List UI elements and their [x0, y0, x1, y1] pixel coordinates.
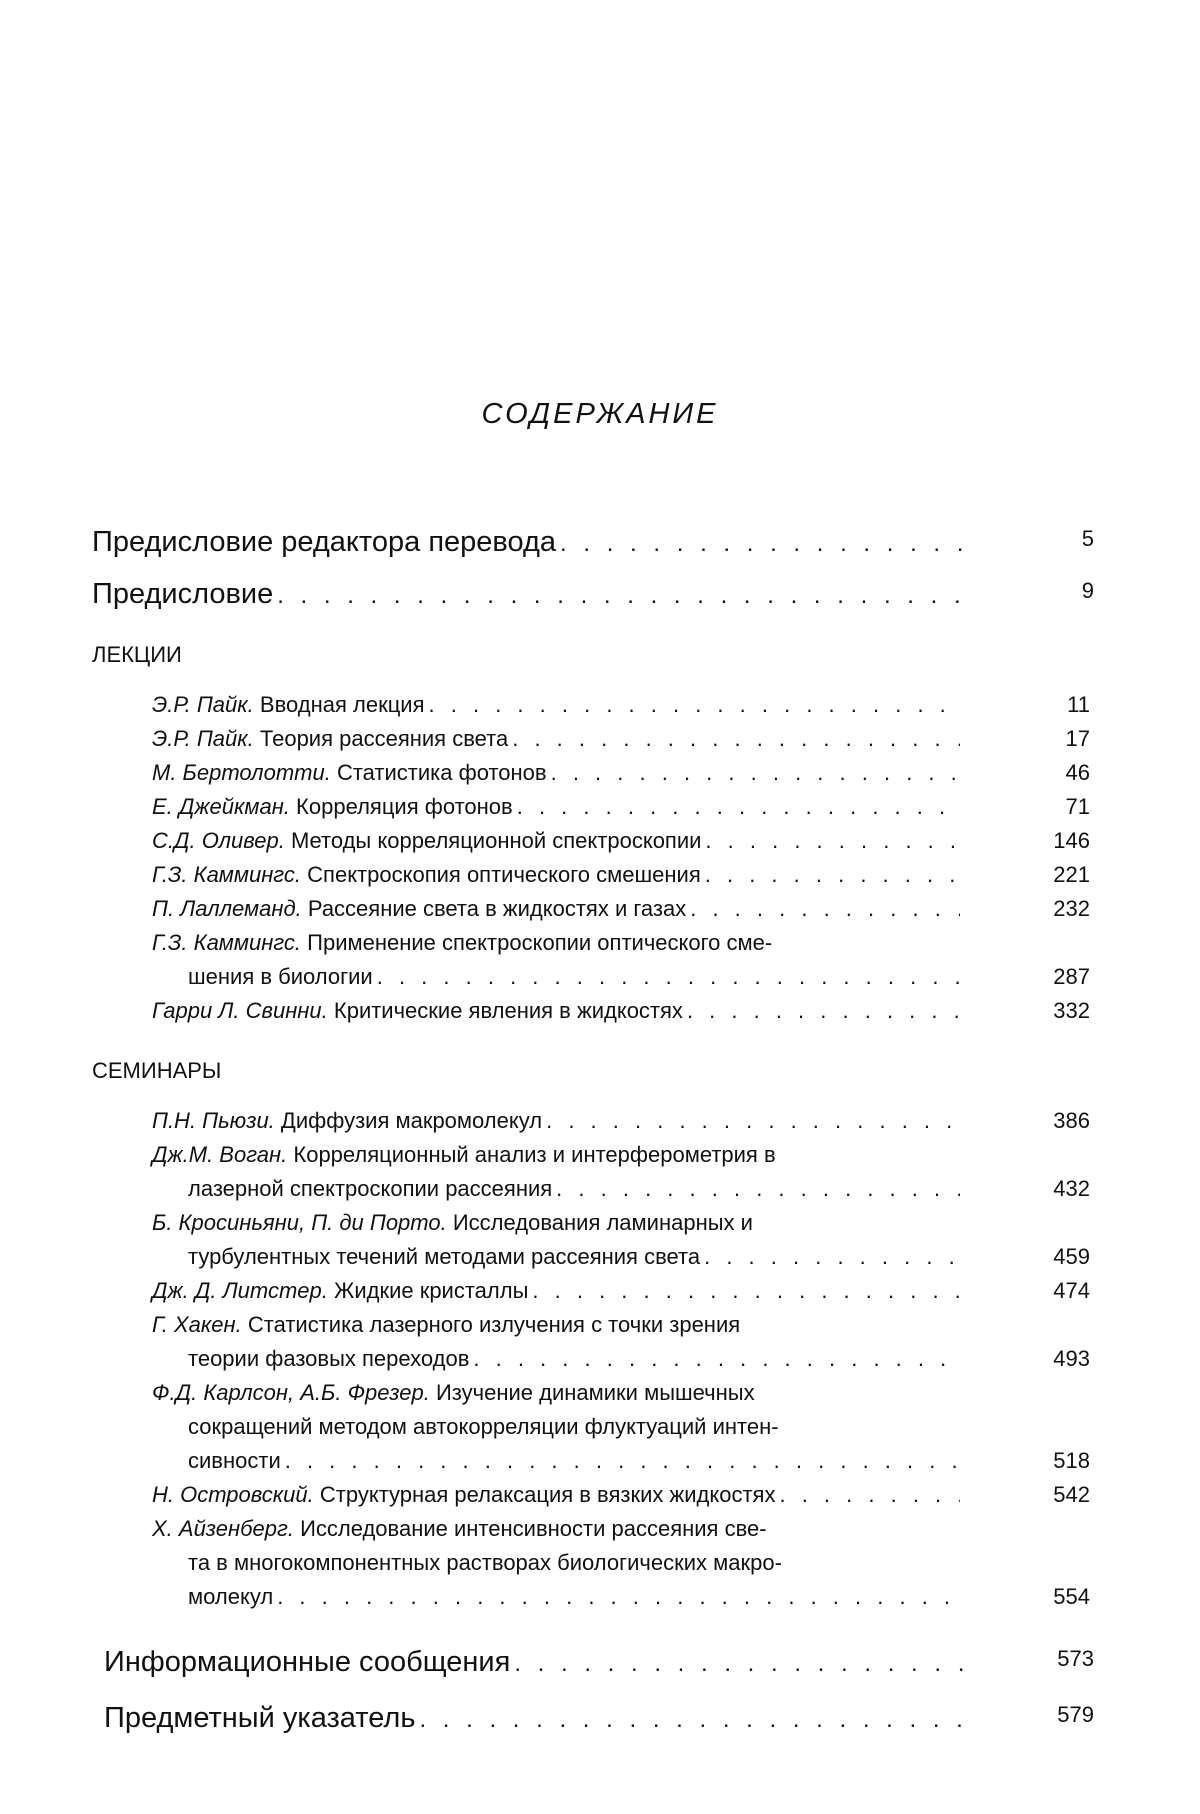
toc-entry-title: та в многокомпонентных растворах биологических макро-	[188, 1550, 782, 1575]
toc-entry-title: Рассеяние света в жидкостях и газах	[307, 896, 687, 921]
toc-entry[interactable]	[152, 892, 1090, 926]
toc-entry-author: М. Бертолотти.	[152, 760, 331, 785]
toc-entry[interactable]	[152, 790, 1090, 824]
toc-entry-line	[152, 1342, 1090, 1376]
toc-entry-line	[152, 824, 1090, 858]
toc-entry-author: Е. Джейкман.	[152, 794, 290, 819]
dot-leader	[419, 1706, 964, 1734]
dot-leader	[560, 530, 964, 558]
section-heading-seminars: СЕМИНАРЫ	[92, 1058, 222, 1083]
dot-leader	[551, 756, 960, 790]
toc-entry-author: П. Лаллеманд.	[152, 896, 302, 921]
toc-entry-line	[152, 1546, 960, 1580]
toc-entry-editor-preface[interactable]	[92, 526, 1094, 559]
toc-entry[interactable]	[152, 824, 1090, 858]
toc-entry-line	[152, 1512, 960, 1546]
toc-entry-title: Диффузия макромолекул	[280, 1108, 543, 1133]
toc-entry-line	[152, 892, 1090, 926]
page-number: 17	[1065, 726, 1090, 751]
toc-entry-author: Дж.М. Воган.	[152, 1142, 288, 1167]
page-number: 332	[1053, 998, 1090, 1023]
toc-entry-title: Спектроскопия оптического смешения	[307, 862, 701, 887]
toc-entry-title: шения в биологии	[188, 964, 373, 989]
toc-entry-title: Вводная лекция	[259, 692, 425, 717]
toc-entry-author: Гарри Л. Свинни.	[152, 998, 328, 1023]
toc-entry[interactable]	[152, 926, 1090, 994]
toc-entry[interactable]	[152, 1376, 1090, 1478]
toc-entry-line	[152, 926, 960, 960]
toc-entry-author: Н. Островский.	[152, 1482, 314, 1507]
toc-entry-title: Структурная релаксация в вязких жидкостях	[319, 1482, 776, 1507]
toc-entry-line	[152, 722, 1090, 756]
toc-entry[interactable]	[152, 858, 1090, 892]
page-number: 493	[1053, 1346, 1090, 1371]
toc-entry-author: Г. Хакен.	[152, 1312, 242, 1337]
toc-entry-title: Применение спектроскопии оптического сме-	[307, 930, 773, 955]
page-number: 579	[1057, 1702, 1094, 1727]
page-number: 554	[1053, 1584, 1090, 1609]
page-number: 5	[1081, 526, 1094, 551]
page-number: 542	[1053, 1482, 1090, 1507]
toc-entry[interactable]	[152, 1478, 1090, 1512]
toc-entry-title: Методы корреляционной спектроскопии	[290, 828, 702, 853]
toc-entry[interactable]	[152, 1274, 1090, 1308]
page-number: 11	[1067, 692, 1090, 717]
toc-entry-line	[152, 1308, 960, 1342]
toc-entry-title: Исследования ламинарных и	[452, 1210, 753, 1235]
dot-leader	[512, 722, 960, 756]
toc-entry[interactable]	[152, 1308, 1090, 1376]
toc-entry-line	[152, 1104, 1090, 1138]
dot-leader	[705, 858, 960, 892]
toc-entry-subject-index[interactable]	[104, 1702, 1094, 1735]
page-number: 146	[1053, 828, 1090, 853]
dot-leader	[687, 994, 960, 1028]
toc-entry-text: Предисловие	[92, 578, 274, 610]
page-number: 9	[1081, 578, 1094, 603]
toc-entry-line	[152, 1410, 960, 1444]
toc-entry-line	[152, 756, 1090, 790]
dot-leader	[277, 582, 964, 610]
dot-leader	[546, 1104, 960, 1138]
page-number: 432	[1053, 1176, 1090, 1201]
toc-entry-title: сивности	[188, 1448, 281, 1473]
toc-entry-line	[152, 1580, 1090, 1614]
page-number: 474	[1053, 1278, 1090, 1303]
toc-entry-line	[152, 1172, 1090, 1206]
section-heading-lectures: ЛЕКЦИИ	[92, 642, 182, 667]
toc-entry[interactable]	[152, 1104, 1090, 1138]
toc-entry[interactable]	[152, 994, 1090, 1028]
toc-entry-author: С.Д. Оливер.	[152, 828, 285, 853]
toc-entry-title: Критические явления в жидкостях	[333, 998, 683, 1023]
toc-entry[interactable]	[152, 1138, 1090, 1206]
toc-entry-title: Статистика фотонов	[336, 760, 547, 785]
toc-entry-text: Предметный указатель	[104, 1702, 416, 1734]
toc-entry-title: молекул	[188, 1584, 274, 1609]
toc-entry[interactable]	[152, 722, 1090, 756]
toc-entry[interactable]	[152, 688, 1090, 722]
toc-entry-author: Ф.Д. Карлсон, А.Б. Фрезер.	[152, 1380, 430, 1405]
page-number: 573	[1057, 1646, 1094, 1671]
page-number: 459	[1053, 1244, 1090, 1269]
toc-entry-title: Исследование интенсивности рассеяния све-	[300, 1516, 767, 1541]
toc-entry-author: Э.Р. Пайк.	[152, 692, 254, 717]
toc-entry[interactable]	[152, 1512, 1090, 1614]
page-number: 518	[1053, 1448, 1090, 1473]
toc-entry-author: Б. Кросиньяни, П. ди Порто.	[152, 1210, 447, 1235]
toc-entry-line	[152, 1206, 960, 1240]
dot-leader	[690, 892, 960, 926]
dot-leader	[429, 688, 960, 722]
toc-entry-line	[152, 1240, 1090, 1274]
toc-entry-line	[152, 1274, 1090, 1308]
toc-entry-line	[152, 1478, 1090, 1512]
toc-entry-title: теории фазовых переходов	[188, 1346, 470, 1371]
toc-entry-author: Г.З. Каммингс.	[152, 862, 302, 887]
toc-entry-title: Корреляция фотонов	[296, 794, 513, 819]
toc-entry-title: сокращений методом автокорреляции флуктуаций интен-	[188, 1414, 779, 1439]
toc-entry-title: Жидкие кристаллы	[334, 1278, 529, 1303]
dot-leader	[517, 790, 960, 824]
toc-entry-title: Корреляционный анализ и интерферометрия в	[293, 1142, 776, 1167]
dot-leader	[514, 1650, 964, 1678]
toc-entry-line	[152, 688, 1090, 722]
toc-entry-line	[152, 790, 1090, 824]
toc-entry[interactable]	[152, 756, 1090, 790]
toc-entry-author: П.Н. Пьюзи.	[152, 1108, 275, 1133]
page-number: 386	[1053, 1108, 1090, 1133]
toc-entry-line	[152, 858, 1090, 892]
page-title: СОДЕРЖАНИЕ	[481, 398, 719, 430]
toc-entry-line	[152, 960, 1090, 994]
toc-entry-title: лазерной спектроскопии рассеяния	[188, 1176, 553, 1201]
lectures-list	[152, 688, 1090, 1028]
page-number: 287	[1053, 964, 1090, 989]
page-number: 71	[1065, 794, 1090, 819]
toc-entry-text: Предисловие редактора перевода	[92, 526, 557, 558]
dot-leader	[377, 960, 960, 994]
toc-entry-title: турбулентных течений методами рассеяния света	[188, 1244, 701, 1269]
toc-entry-author: Э.Р. Пайк.	[152, 726, 254, 751]
dot-leader	[532, 1274, 960, 1308]
toc-entry-line	[152, 1138, 960, 1172]
dot-leader	[705, 824, 960, 858]
toc-entry-preface[interactable]	[92, 578, 1094, 611]
dot-leader	[277, 1580, 960, 1614]
dot-leader	[704, 1240, 960, 1274]
toc-entry-news[interactable]	[104, 1646, 1094, 1679]
page-number: 232	[1053, 896, 1090, 921]
toc-entry-title: Изучение динамики мышечных	[435, 1380, 755, 1405]
toc-entry-line	[152, 1376, 960, 1410]
toc-entry-title: Статистика лазерного излучения с точки зрения	[247, 1312, 741, 1337]
dot-leader	[473, 1342, 960, 1376]
dot-leader	[556, 1172, 960, 1206]
page-number: 221	[1053, 862, 1090, 887]
page-number: 46	[1065, 760, 1090, 785]
toc-entry-line	[152, 994, 1090, 1028]
dot-leader	[779, 1478, 960, 1512]
toc-entry-author: Дж. Д. Литстер.	[152, 1278, 328, 1303]
toc-entry-author: Х. Айзенберг.	[152, 1516, 294, 1541]
toc-entry-author: Г.З. Каммингс.	[152, 930, 302, 955]
toc-entry[interactable]	[152, 1206, 1090, 1274]
toc-entry-text: Информационные сообщения	[104, 1646, 511, 1678]
dot-leader	[285, 1444, 960, 1478]
seminars-list	[152, 1104, 1090, 1614]
toc-entry-title: Теория рассеяния света	[259, 726, 509, 751]
toc-entry-line	[152, 1444, 1090, 1478]
